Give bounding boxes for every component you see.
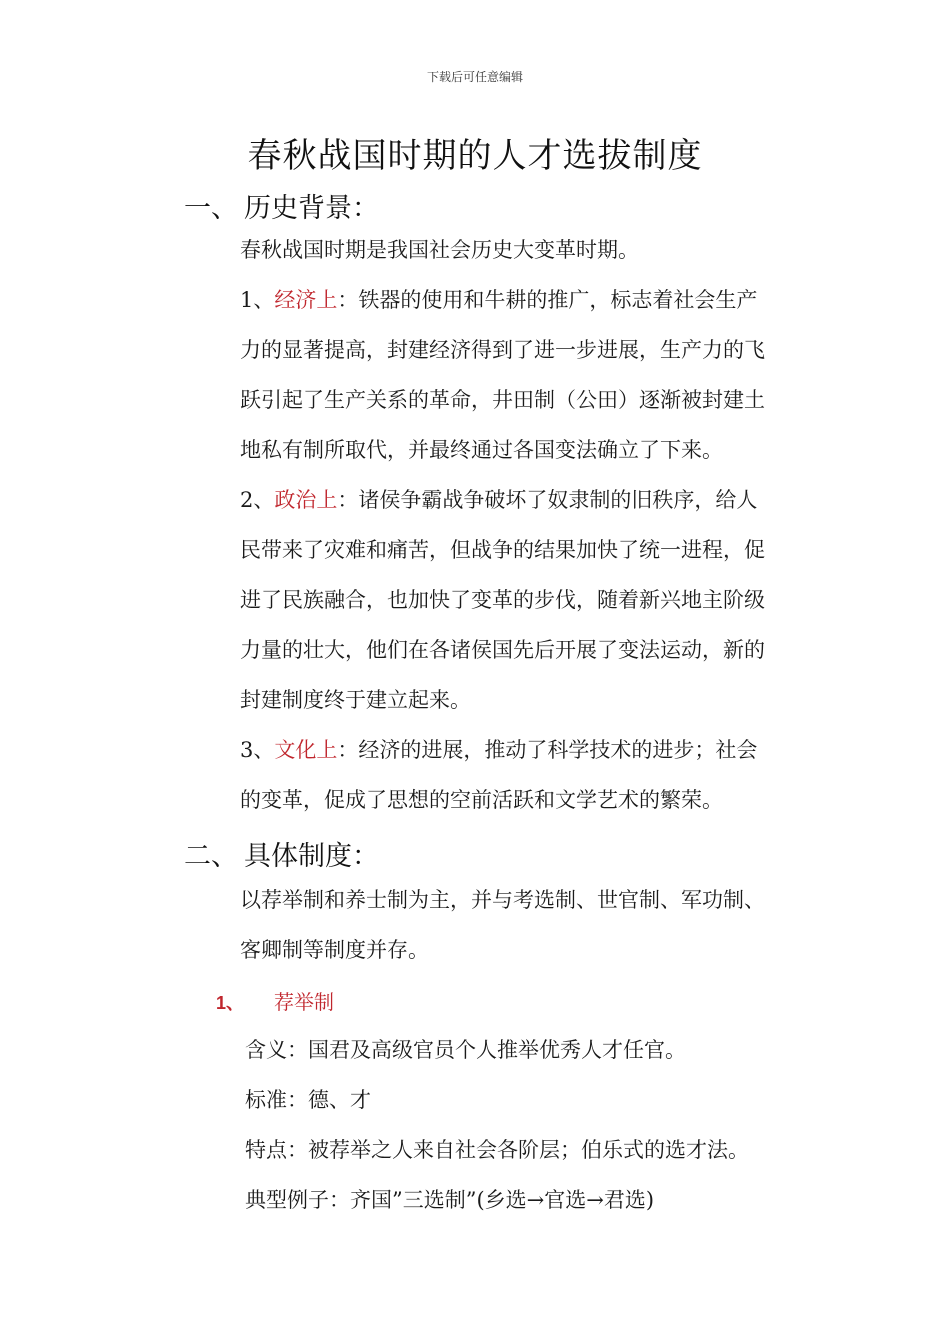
item-text: 诸侯争霸战争破坏了奴隶制的旧秩序，给人 <box>358 488 758 512</box>
section-title: 历史背景： <box>244 193 379 224</box>
paragraph-line: 的变革，促成了思想的空前活跃和文学艺术的繁荣。 <box>240 788 723 812</box>
item-colon: ： <box>337 738 359 762</box>
item-text: 铁器的使用和牛耕的推广，标志着社会生产 <box>358 288 758 312</box>
paragraph-line: 民带来了灾难和痛苦，但战争的结果加快了统一进程，促 <box>240 538 765 562</box>
definition-standard: 标准：德、才 <box>245 1088 371 1112</box>
item-colon: ： <box>337 488 359 512</box>
section-heading-history <box>184 186 379 225</box>
item-label-economy: 经济上 <box>274 288 338 312</box>
paragraph-line: 进了民族融合，也加快了变革的步伐，随着新兴地主阶级 <box>240 588 765 612</box>
section-number: 二、 <box>184 841 238 872</box>
subsection-number: 1、 <box>216 993 245 1013</box>
item-number: 2、 <box>240 488 275 512</box>
section-number: 一、 <box>184 193 238 224</box>
definition-feature: 特点：被荐举之人来自社会各阶层；伯乐式的选才法。 <box>245 1138 749 1162</box>
paragraph-line <box>240 736 757 764</box>
item-colon: ： <box>337 288 359 312</box>
item-label-politics: 政治上 <box>274 488 338 512</box>
definition-example: 典型例子：齐国”三选制”(乡选→官选→君选) <box>245 1188 655 1212</box>
paragraph-line <box>240 286 757 314</box>
header-note: 下载后可任意编辑 <box>426 70 523 84</box>
paragraph-line: 力的显著提高，封建经济得到了进一步进展，生产力的飞 <box>240 338 765 362</box>
paragraph-line: 封建制度终于建立起来。 <box>240 688 471 712</box>
subsection-heading-recommendation <box>216 986 334 1015</box>
paragraph-line: 地私有制所取代，并最终通过各国变法确立了下来。 <box>240 438 723 462</box>
paragraph-line: 以荐举制和养士制为主，并与考选制、世官制、军功制、 <box>240 888 765 912</box>
paragraph-line: 春秋战国时期是我国社会历史大变革时期。 <box>240 238 639 262</box>
item-number: 3、 <box>240 738 275 762</box>
item-text: 经济的进展，推动了科学技术的进步；社会 <box>358 738 758 762</box>
paragraph-line: 客卿制等制度并存。 <box>240 938 429 962</box>
document-title: 春秋战国时期的人才选拔制度 <box>247 136 703 176</box>
paragraph-line: 力量的壮大，他们在各诸侯国先后开展了变法运动，新的 <box>240 638 765 662</box>
section-title: 具体制度： <box>244 841 379 872</box>
section-heading-systems <box>184 834 379 873</box>
item-label-culture: 文化上 <box>274 738 338 762</box>
definition-meaning: 含义：国君及高级官员个人推举优秀人才任官。 <box>245 1038 686 1062</box>
item-number: 1、 <box>240 288 275 312</box>
paragraph-line: 跃引起了生产关系的革命，井田制（公田）逐渐被封建土 <box>240 388 765 412</box>
subsection-title: 荐举制 <box>274 990 334 1014</box>
paragraph-line <box>240 486 757 514</box>
